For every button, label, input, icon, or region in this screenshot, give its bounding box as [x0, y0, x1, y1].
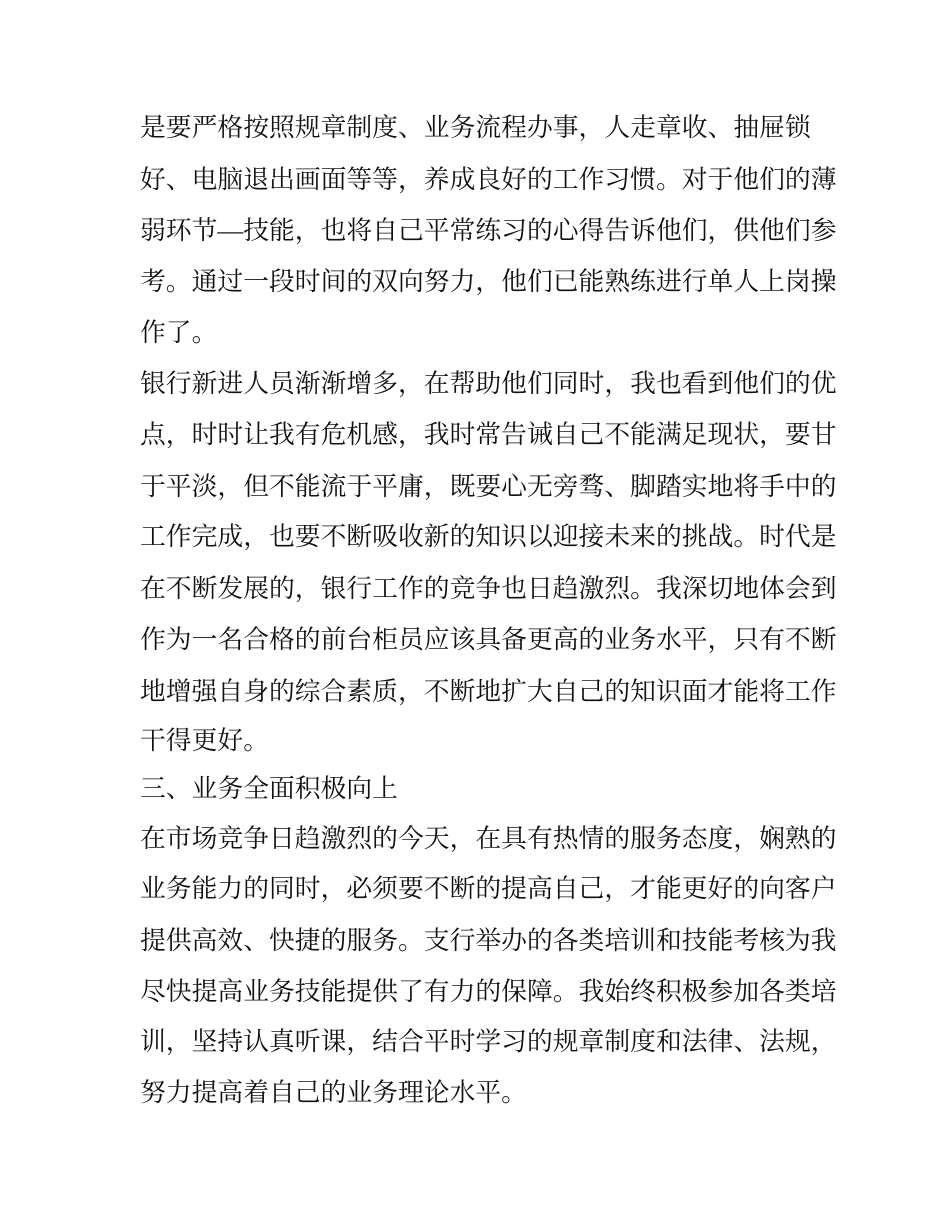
text-line: 考。通过一段时间的双向努力，他们已能熟练进行单人上岗操 [140, 267, 837, 296]
text-line: 地增强自身的综合素质，不断地扩大自己的知识面才能将工作 [140, 677, 837, 706]
text-line: 在市场竞争日趋激烈的今天，在具有热情的服务态度，娴熟的 [140, 824, 837, 853]
text-line: 点，时时让我有危机感，我时常告诫自己不能满足现状，要甘 [140, 420, 837, 449]
text-line: 努力提高着自己的业务理论水平。 [140, 1078, 527, 1107]
text-line: 尽快提高业务技能提供了有力的保障。我始终积极参加各类培 [140, 977, 837, 1006]
text-line: 是要严格按照规章制度、业务流程办事，人走章收、抽屉锁 [140, 113, 811, 142]
text-line: 作了。 [140, 318, 218, 347]
text-line: 干得更好。 [140, 726, 269, 755]
text-line: 弱环节—技能，也将自己平常练习的心得告诉他们，供他们参 [140, 216, 837, 245]
text-line: 训，坚持认真听课，结合平时学习的规章制度和法律、法规， [140, 1027, 837, 1056]
text-line: 作为一名合格的前台柜员应该具备更高的业务水平，只有不断 [140, 625, 837, 654]
text-line: 提供高效、快捷的服务。支行举办的各类培训和技能考核为我 [140, 926, 837, 955]
text-line: 在不断发展的，银行工作的竞争也日趋激烈。我深切地体会到 [140, 574, 837, 603]
text-line: 工作完成，也要不断吸收新的知识以迎接未来的挑战。时代是 [140, 522, 837, 551]
section-heading: 三、业务全面积极向上 [140, 774, 398, 803]
text-line: 业务能力的同时，必须要不断的提高自己，才能更好的向客户 [140, 874, 837, 903]
text-line: 银行新进人员渐渐增多，在帮助他们同时，我也看到他们的优 [140, 369, 837, 398]
text-line: 于平淡，但不能流于平庸，既要心无旁骛、脚踏实地将手中的 [140, 472, 837, 501]
text-line: 好、电脑退出画面等等，养成良好的工作习惯。对于他们的薄 [140, 165, 837, 194]
